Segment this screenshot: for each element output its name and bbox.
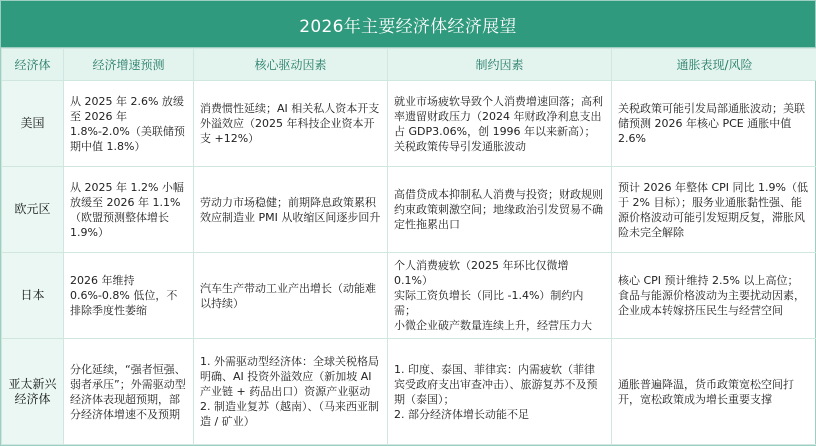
row-region: 美国 — [2, 81, 64, 167]
row-inflation — [612, 253, 816, 339]
row-constraints-text: 高借贷成本抑制私人消费与投资；财政规则约束政策刺激空间；地缘政治引发贸易不确定性拖累出口 — [394, 188, 603, 231]
row-drivers-text: 消费惯性延续；AI 相关私人资本开支外溢效应（2025 年科技企业资本开支 +12%） — [200, 102, 380, 145]
column-header-growth: 经济增速预测 — [64, 49, 194, 81]
row-inflation-text: 预计 2026 年整体 CPI 同比 1.9%（低于 2% 目标）；服务业通胀黏性强、能源价格波动可能引发短期反复，滞胀风险未完全解除 — [618, 180, 808, 239]
column-header-region: 经济体 — [2, 49, 64, 81]
table-row — [2, 167, 816, 253]
row-inflation — [612, 339, 816, 445]
table-row — [2, 81, 816, 167]
row-drivers-text: 劳动力市场稳健；前期降息政策累积效应制造业 PMI 从收缩区间逐步回升 — [200, 195, 381, 224]
outlook-table — [1, 48, 816, 445]
row-drivers — [194, 167, 388, 253]
page-title: 2026年主要经济体经济展望 — [1, 1, 815, 48]
row-growth-text: 2026 年维持 0.6%-0.8% 低位，不排除季度性萎缩 — [70, 274, 178, 317]
row-constraints-text: 1. 印度、泰国、菲律宾：内需疲软（菲律宾受政府支出审查冲击）、旅游复苏不及预期（泰国）； 2. 部分经济体增长动能不足 — [394, 362, 598, 421]
row-growth-text: 分化延续，“强者恒强、弱者承压”；外需驱动型经济体表现超预期，部分经济体增速不及预期 — [70, 362, 186, 421]
row-drivers — [194, 81, 388, 167]
row-growth — [64, 253, 194, 339]
row-inflation — [612, 81, 816, 167]
row-inflation — [612, 167, 816, 253]
row-inflation-text: 通胀普遍降温，货币政策宽松空间打开，宽松政策成为增长重要支撑 — [618, 377, 794, 406]
row-constraints-text: 就业市场疲软导致个人消费增速回落；高利率遗留财政压力（2024 年财政净利息支出占 GDP3.06%，创 1996 年以来新高）；关税政策传导引发通胀波动 — [394, 94, 603, 153]
row-inflation-text: 关税政策可能引发局部通胀波动；美联储预测 2026 年核心 PCE 通胀中值 2.6% — [618, 102, 805, 145]
row-region: 日本 — [2, 253, 64, 339]
row-inflation-text: 核心 CPI 预计维持 2.5% 以上高位； 食品与能源价格波动为主要扰动因素， 企业成本转嫁挤压民生与经营空间 — [618, 274, 805, 317]
row-constraints-text: 个人消费疲软（2025 年环比仅微增 0.1%） 实际工资负增长（同比 -1.4%）制约内需； 小微企业破产数量连续上升，经营压力大 — [394, 259, 592, 332]
row-drivers-text: 1. 外需驱动型经济体：全球关税格局明确、AI 投资外溢效应（新加坡 AI 产业链 + 药品出口）资源产业驱动 2. 制造业复苏（越南）、（马来西亚制造 / 矿业） — [200, 355, 379, 428]
row-growth-text: 从 2025 年 2.6% 放缓至 2026 年 1.8%-2.0%（美联储预期中值 1.8%） — [70, 94, 185, 153]
row-constraints — [388, 167, 612, 253]
row-constraints — [388, 253, 612, 339]
row-drivers-text: 汽车生产带动工业产出增长（动能难以持续） — [200, 281, 376, 310]
column-header-drivers: 核心驱动因素 — [194, 49, 388, 81]
row-constraints — [388, 339, 612, 445]
column-header-constraints: 制约因素 — [388, 49, 612, 81]
row-constraints — [388, 81, 612, 167]
table-row — [2, 253, 816, 339]
row-region: 欧元区 — [2, 167, 64, 253]
column-header-inflation: 通胀表现/风险 — [612, 49, 816, 81]
row-drivers — [194, 253, 388, 339]
row-growth — [64, 339, 194, 445]
row-drivers — [194, 339, 388, 445]
table-row — [2, 339, 816, 445]
row-growth-text: 从 2025 年 1.2% 小幅放缓至 2026 年 1.1%（欧盟预测整体增长 1.9%） — [70, 180, 184, 239]
row-growth — [64, 167, 194, 253]
row-region: 亚太新兴 经济体 — [2, 339, 64, 445]
table-header-row — [2, 49, 816, 81]
row-growth — [64, 81, 194, 167]
